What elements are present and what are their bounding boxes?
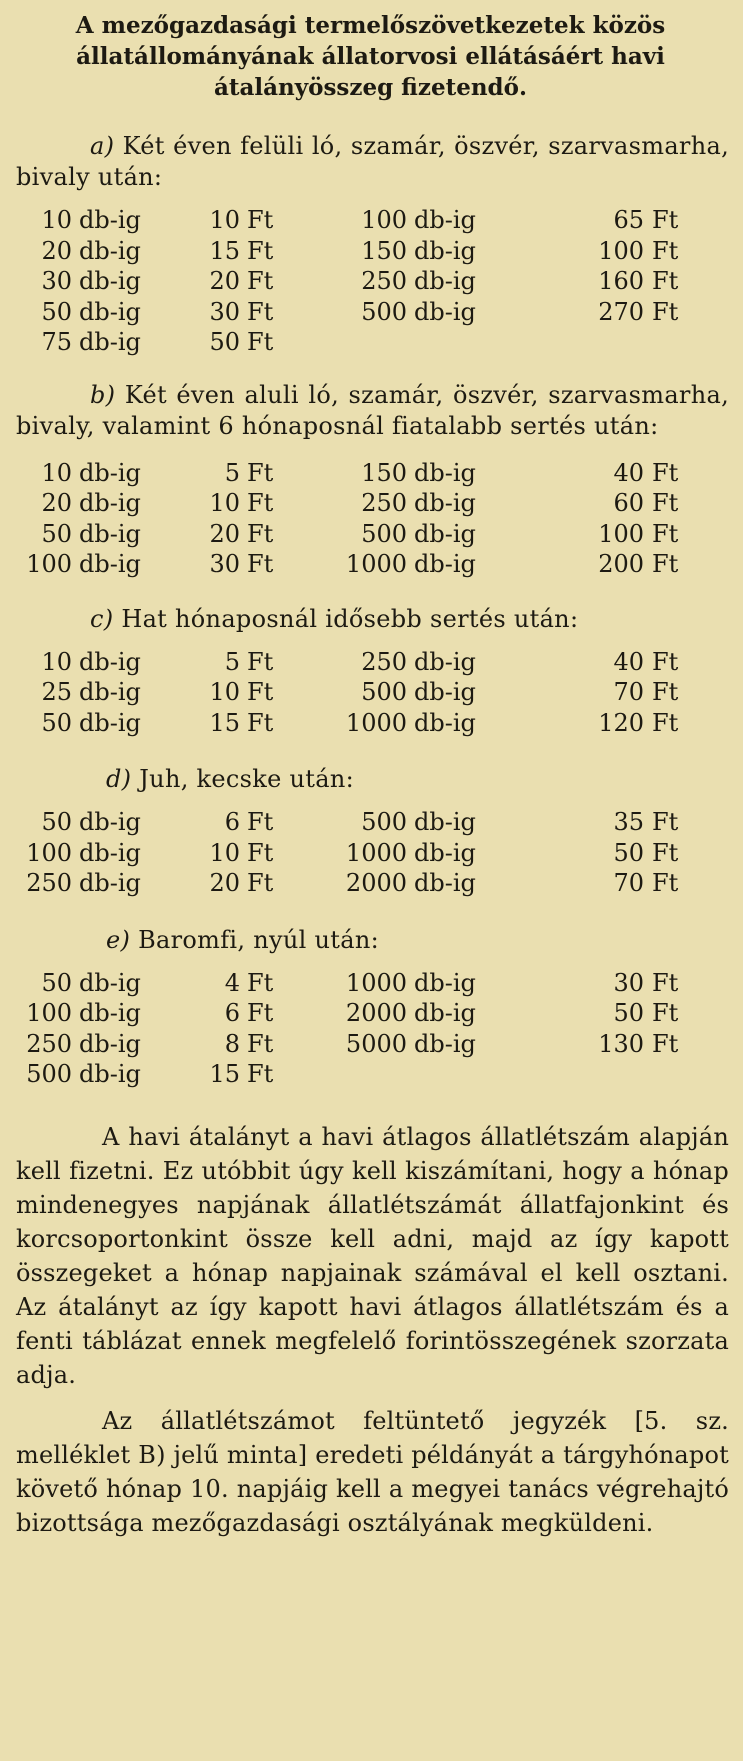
currency-cell (644, 1059, 698, 1090)
count-limit-cell: 20 (41, 489, 72, 517)
fee-cell (518, 327, 644, 358)
count-limit-cell (301, 327, 407, 358)
table-row (16, 297, 698, 328)
fee-cell: 40 (613, 458, 644, 487)
fee-cell: 5 (224, 647, 240, 676)
table-row (16, 205, 698, 236)
currency-cell: Ft (247, 999, 274, 1027)
unit-cell: db-ig (414, 708, 476, 737)
unit-cell: db-ig (414, 267, 476, 295)
fee-cell: 40 (613, 647, 644, 676)
table-row (16, 549, 698, 580)
count-limit-cell: 150 (361, 236, 407, 265)
count-limit-cell: 500 (361, 297, 407, 326)
count-limit-cell: 50 (41, 708, 72, 737)
currency-cell: Ft (652, 869, 679, 897)
table-row (16, 519, 698, 550)
count-limit-cell: 500 (361, 519, 407, 548)
section-b-text: Két éven aluli ló, szamár, öszvér, szarvasmarha, bivaly, valamint 6 hónaposnál fiatalabb sertés után: (16, 380, 729, 440)
currency-cell: Ft (247, 869, 274, 897)
count-limit-cell: 250 (26, 869, 72, 897)
fee-cell: 20 (209, 519, 240, 548)
section-b-heading (16, 380, 729, 442)
table-row (16, 708, 698, 739)
unit-cell: db-ig (414, 489, 476, 517)
paragraph-calculation: A havi átalányt a havi átlagos állatlétszám alapján kell fizetni. Ez utóbbit úgy kell kiszámítani, hogy a hónap mindenegyes napjának állatlétszámát állatfajonkint és korcsoportonkint össze kell adni, majd az így kapott összegeket a hónap napjainak számával el kell osztani. Az átalányt az így kapott havi átlagos állatlétszám és a fenti táblázat ennek megfelelő forintösszegének szorzata adja. (16, 1122, 729, 1389)
fee-cell: 30 (209, 297, 240, 326)
count-limit-cell: 10 (41, 647, 72, 676)
fee-cell: 10 (209, 678, 240, 706)
unit-cell: db-ig (414, 647, 476, 676)
unit-cell: db-ig (79, 328, 141, 356)
section-e-heading (16, 925, 729, 956)
table-row (16, 1059, 698, 1090)
section-d-heading (16, 764, 729, 795)
fee-cell: 10 (209, 838, 240, 867)
count-limit-cell: 500 (361, 808, 407, 836)
count-limit-cell: 50 (41, 519, 72, 548)
unit-cell: db-ig (79, 519, 141, 548)
count-limit-cell: 20 (41, 236, 72, 265)
unit-cell: db-ig (79, 999, 141, 1027)
table-row (16, 266, 698, 297)
unit-cell: db-ig (79, 1060, 141, 1088)
currency-cell (644, 327, 698, 358)
table-row (16, 838, 698, 869)
count-limit-cell: 250 (361, 647, 407, 676)
unit-cell: db-ig (79, 458, 141, 487)
currency-cell: Ft (652, 999, 679, 1027)
currency-cell: Ft (652, 458, 679, 487)
table-row (16, 807, 698, 838)
fee-cell: 30 (209, 550, 240, 578)
currency-cell: Ft (652, 236, 679, 265)
currency-cell: Ft (652, 678, 679, 706)
count-limit-cell: 500 (26, 1060, 72, 1088)
section-c-heading (16, 604, 729, 635)
unit-cell: db-ig (79, 236, 141, 265)
fee-cell: 20 (209, 869, 240, 897)
count-limit-cell: 250 (361, 489, 407, 517)
currency-cell: Ft (247, 1060, 274, 1088)
currency-cell: Ft (247, 808, 274, 836)
unit-cell: db-ig (79, 869, 141, 897)
unit-cell: db-ig (79, 968, 141, 997)
fee-cell: 5 (224, 458, 240, 487)
fee-cell: 15 (209, 236, 240, 265)
unit-cell: db-ig (414, 838, 476, 867)
count-limit-cell: 100 (26, 550, 72, 578)
fee-cell: 50 (209, 328, 240, 356)
currency-cell: Ft (247, 489, 274, 517)
currency-cell: Ft (652, 968, 679, 997)
count-limit-cell: 25 (41, 678, 72, 706)
fee-cell: 65 (613, 206, 644, 234)
count-limit-cell: 50 (41, 968, 72, 997)
fee-cell: 70 (613, 869, 644, 897)
unit-cell: db-ig (79, 267, 141, 295)
count-limit-cell: 10 (41, 458, 72, 487)
unit-cell: db-ig (414, 999, 476, 1027)
unit-cell: db-ig (79, 808, 141, 836)
currency-cell: Ft (247, 708, 274, 737)
fee-cell: 10 (209, 206, 240, 234)
count-limit-cell: 2000 (345, 869, 407, 897)
count-limit-cell: 150 (361, 458, 407, 487)
count-limit-cell: 250 (26, 1029, 72, 1058)
table-row (16, 868, 698, 899)
table-row (16, 1029, 698, 1060)
fee-cell: 4 (224, 968, 240, 997)
currency-cell: Ft (652, 267, 679, 295)
unit-cell: db-ig (79, 550, 141, 578)
fee-cell: 8 (224, 1029, 240, 1058)
rate-table-b (16, 458, 698, 580)
section-c-text: Hat hónaposnál idősebb sertés után: (121, 604, 579, 633)
table-row (16, 677, 698, 708)
count-limit-cell: 1000 (345, 550, 407, 578)
currency-cell: Ft (652, 1029, 679, 1058)
fee-cell: 200 (598, 550, 644, 578)
unit-cell: db-ig (79, 206, 141, 234)
unit-cell: db-ig (414, 968, 476, 997)
section-d-text: Juh, kecske után: (139, 765, 354, 793)
currency-cell: Ft (652, 297, 679, 326)
table-row (16, 998, 698, 1029)
fee-cell: 100 (598, 519, 644, 548)
count-limit-cell: 5000 (345, 1029, 407, 1058)
currency-cell: Ft (247, 328, 274, 356)
unit-cell (407, 1059, 518, 1090)
fee-cell: 60 (613, 489, 644, 517)
unit-cell: db-ig (79, 678, 141, 706)
fee-cell: 130 (598, 1029, 644, 1058)
unit-cell: db-ig (414, 808, 476, 836)
currency-cell: Ft (247, 1029, 274, 1058)
count-limit-cell: 10 (41, 206, 72, 234)
fee-cell (518, 1059, 644, 1090)
table-row (16, 327, 698, 358)
unit-cell: db-ig (79, 1029, 141, 1058)
currency-cell: Ft (652, 808, 679, 836)
unit-cell: db-ig (79, 708, 141, 737)
currency-cell: Ft (652, 489, 679, 517)
fee-cell: 100 (598, 236, 644, 265)
count-limit-cell: 1000 (345, 838, 407, 867)
unit-cell: db-ig (414, 1029, 476, 1058)
count-limit-cell: 500 (361, 678, 407, 706)
section-d-mark: d) (106, 765, 132, 793)
unit-cell: db-ig (79, 489, 141, 517)
table-row (16, 458, 698, 489)
count-limit-cell: 50 (41, 808, 72, 836)
fee-cell: 6 (224, 999, 240, 1027)
unit-cell (407, 327, 518, 358)
table-row (16, 968, 698, 999)
table-row (16, 488, 698, 519)
section-e-mark: e) (106, 925, 131, 954)
section-a-mark: a) (90, 132, 115, 160)
fee-cell: 70 (613, 678, 644, 706)
rate-table-d (16, 807, 698, 899)
unit-cell: db-ig (414, 206, 476, 234)
unit-cell: db-ig (79, 647, 141, 676)
fee-cell: 15 (209, 708, 240, 737)
section-a-text: Két éven felüli ló, szamár, öszvér, szarvasmarha, bivaly után: (16, 132, 729, 191)
section-c-mark: c) (90, 604, 114, 633)
count-limit-cell: 100 (26, 838, 72, 867)
currency-cell: Ft (247, 647, 274, 676)
paragraph-submission: Az állatlétszámot feltüntető jegyzék [5. sz. melléklet B) jelű minta] eredeti példányát a tárgyhónapot követő hónap 10. napjáig kell a megyei tanács végrehajtó bizottsága mezőgazdasági osztályának megküldeni. (16, 1406, 729, 1537)
currency-cell: Ft (247, 838, 274, 867)
currency-cell: Ft (247, 206, 274, 234)
count-limit-cell: 2000 (345, 999, 407, 1027)
currency-cell: Ft (247, 458, 274, 487)
table-row (16, 236, 698, 267)
fee-cell: 160 (598, 267, 644, 295)
count-limit-cell: 1000 (345, 708, 407, 737)
fee-cell: 30 (613, 968, 644, 997)
currency-cell: Ft (247, 550, 274, 578)
count-limit-cell: 250 (361, 267, 407, 295)
unit-cell: db-ig (414, 297, 476, 326)
unit-cell: db-ig (414, 519, 476, 548)
currency-cell: Ft (652, 838, 679, 867)
section-e-text: Baromfi, nyúl után: (138, 925, 379, 954)
section-b-mark: b) (90, 380, 116, 409)
fee-cell: 20 (209, 267, 240, 295)
currency-cell: Ft (247, 678, 274, 706)
currency-cell: Ft (247, 968, 274, 997)
fee-cell: 35 (613, 808, 644, 836)
count-limit-cell: 75 (41, 328, 72, 356)
document-title: A mezőgazdasági termelőszövetkezetek közös állatállományának állatorvosi ellátásáért havi átalányösszeg fizetendő. (75, 12, 666, 101)
unit-cell: db-ig (414, 236, 476, 265)
count-limit-cell (301, 1059, 407, 1090)
fee-cell: 50 (613, 838, 644, 867)
count-limit-cell: 100 (26, 999, 72, 1027)
unit-cell: db-ig (414, 869, 476, 897)
rate-table-c (16, 647, 698, 739)
currency-cell: Ft (247, 267, 274, 295)
rate-table-e (16, 968, 698, 1090)
fee-cell: 6 (224, 808, 240, 836)
currency-cell: Ft (652, 519, 679, 548)
fee-cell: 120 (598, 708, 644, 737)
currency-cell: Ft (247, 236, 274, 265)
currency-cell: Ft (652, 708, 679, 737)
unit-cell: db-ig (414, 678, 476, 706)
count-limit-cell: 100 (361, 206, 407, 234)
unit-cell: db-ig (414, 550, 476, 578)
currency-cell: Ft (652, 206, 679, 234)
fee-cell: 15 (209, 1060, 240, 1088)
fee-cell: 50 (613, 999, 644, 1027)
table-row (16, 647, 698, 678)
count-limit-cell: 1000 (345, 968, 407, 997)
unit-cell: db-ig (79, 297, 141, 326)
fee-cell: 10 (209, 489, 240, 517)
count-limit-cell: 30 (41, 267, 72, 295)
currency-cell: Ft (247, 297, 274, 326)
unit-cell: db-ig (79, 838, 141, 867)
unit-cell: db-ig (414, 458, 476, 487)
rate-table-a (16, 205, 698, 358)
section-a-heading (16, 131, 729, 193)
count-limit-cell: 50 (41, 297, 72, 326)
currency-cell: Ft (652, 647, 679, 676)
fee-cell: 270 (598, 297, 644, 326)
currency-cell: Ft (247, 519, 274, 548)
currency-cell: Ft (652, 550, 679, 578)
